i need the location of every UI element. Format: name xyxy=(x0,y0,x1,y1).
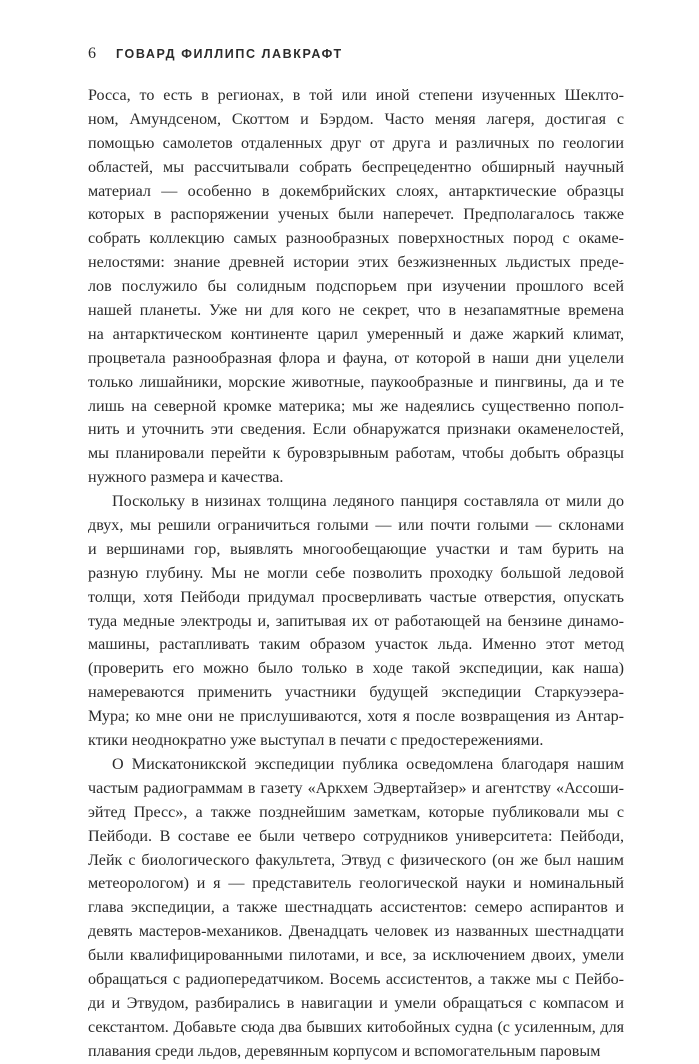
page-number: 6 xyxy=(88,45,96,62)
text-line: толщи, хотя Пейбоди придумал просверливать частые отверстия, опускать xyxy=(88,588,624,606)
text-line: мы планировали перейти к буровзрывным работам, чтобы добыть образцы xyxy=(88,445,624,463)
text-line: ктики неоднократно уже выступал в печати с предостережениями. xyxy=(88,732,544,750)
text-line: помощью самолетов отдаленных друг от друга и различных по геологии xyxy=(88,134,624,152)
text-line: на антарктическом континенте царил умеренный и даже жаркий климат, xyxy=(88,325,624,343)
paragraph xyxy=(88,490,624,753)
text-line: частым радиограммам в газету «Аркхем Эдвертайзер» и агентству «Ассоши- xyxy=(88,779,624,797)
text-line: нелостями: знание древней истории этих безжизненных льдистых преде- xyxy=(88,254,624,272)
text-line: Лейк с биологического факультета, Этвуд с физического (он же был нашим xyxy=(88,851,624,869)
text-line: двух, мы решили ограничиться голыми — или почти голыми — склонами xyxy=(88,517,624,535)
text-line: которых в распоряжении ученых были наперечет. Предполагалось также xyxy=(88,206,624,224)
text-line: материал — особенно в докембрийских слоях, антарктические образцы xyxy=(88,182,624,200)
text-line: были квалифицированными пилотами, и все, за исключением двоих, умели xyxy=(88,947,624,965)
text-line: Росса, то есть в регионах, в той или иной степени изученных Шеклто- xyxy=(88,87,624,104)
text-line: собрать коллекцию самых разнообразных поверхностных пород с окаме- xyxy=(88,230,624,248)
text-line: областей, мы рассчитывали собрать беспрецедентно обширный научный xyxy=(88,158,624,176)
text-line: О Мискатоникской экспедиции публика осведомлена благодаря нашим xyxy=(112,755,624,773)
text-line: нужного размера и качества. xyxy=(88,469,284,487)
text-line: ди и Этвудом, разбирались в навигации и умели обращаться с компасом и xyxy=(88,994,624,1012)
text-line: туда медные электроды и, запитывая их от работающей на бензине динамо- xyxy=(88,612,624,630)
text-line: эйтед Пресс», а также позднейшим заметкам, которые публиковали мы с xyxy=(88,803,624,821)
text-line: ном, Амундсеном, Скоттом и Бэрдом. Часто меняя лагеря, достигая с xyxy=(88,110,624,128)
text-line: лов послужило бы солидным подспорьем при изучении прошлого всей xyxy=(88,278,624,296)
text-line: Мура; ко мне они не прислушиваются, хотя я после возвращения из Антар- xyxy=(88,708,624,726)
page-header xyxy=(88,45,343,65)
paragraph xyxy=(88,84,624,490)
text-line: лишь на северной кромке материка; мы же надеялись существенно попол- xyxy=(88,397,624,415)
text-line: разную глубину. Мы не могли себе позволить проходку большой ледовой xyxy=(88,564,624,582)
text-line: машины, растапливать таким образом участок льда. Именно этот метод xyxy=(88,636,624,654)
text-line: процветала разнообразная флора и фауна, от которой в наши дни уцелели xyxy=(88,349,624,367)
text-line: нашей планеты. Уже ни для кого не секрет, что в незапамятные времена xyxy=(88,302,624,320)
text-line: плавания среди льдов, деревянным корпусом и вспомогательным паровым xyxy=(88,1042,601,1060)
body-text xyxy=(88,84,624,1064)
text-line: Поскольку в низинах толщина ледяного панциря составляла от мили до xyxy=(112,493,624,511)
text-line: намереваются применить участники будущей экспедиции Старкуэзера- xyxy=(88,684,624,702)
running-head: ГОВАРД ФИЛЛИПС ЛАВКРАФТ xyxy=(116,47,343,61)
text-line: девять мастеров-механиков. Двенадцать человек из названных шестнадцати xyxy=(88,923,624,941)
text-line: Пейбоди. В составе ее были четверо сотрудников университета: Пейбоди, xyxy=(88,827,624,845)
text-line: обращаться с радиопередатчиком. Восемь ассистентов, а также мы с Пейбо- xyxy=(88,970,624,988)
text-line: глава экспедиции, а также шестнадцать ассистентов: семеро аспирантов и xyxy=(88,899,624,917)
text-line: секстантом. Добавьте сюда два бывших китобойных судна (с усиленным, для xyxy=(88,1018,624,1036)
text-line: метеорологом) и я — представитель геологической науки и номинальный xyxy=(88,875,624,893)
paragraph xyxy=(88,753,624,1064)
text-line: только лишайники, морские животные, паукообразные и пингвины, да и те xyxy=(88,373,624,391)
text-line: (проверить его можно было только в ходе такой экспедиции, как наша) xyxy=(88,660,624,678)
text-line: нить и уточнить эти сведения. Если обнаружатся признаки окаменелостей, xyxy=(88,421,624,439)
text-line: и вершинами гор, выявлять многообещающие участки и там бурить на xyxy=(88,540,624,558)
